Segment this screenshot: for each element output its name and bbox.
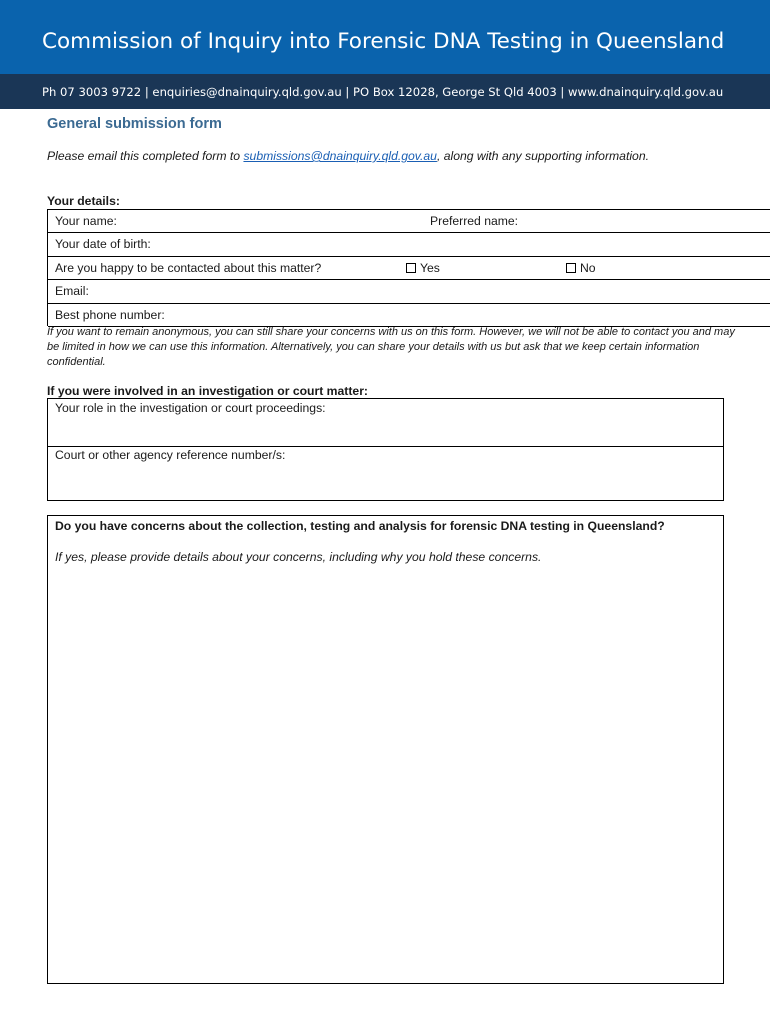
- phone-label: Best phone number:: [55, 308, 165, 322]
- role-label: Your role in the investigation or court proceedings:: [55, 401, 326, 415]
- yes-option[interactable]: [406, 261, 440, 275]
- intro-text: [47, 148, 687, 164]
- reference-label: Court or other agency reference number/s:: [55, 448, 286, 462]
- investigation-box: [47, 398, 724, 501]
- no-option[interactable]: [566, 261, 596, 275]
- preferred-name-label: Preferred name:: [430, 214, 519, 228]
- no-label: No: [580, 261, 596, 275]
- form-title: General submission form: [47, 116, 222, 132]
- details-table: [47, 209, 770, 326]
- no-checkbox[interactable]: [566, 263, 576, 273]
- contact-details: Ph 07 3003 9722 | enquiries@dnainquiry.qld.gov.au | PO Box 12028, George St Qld 4003 | www.dnainquiry.qld.gov.au: [42, 85, 724, 99]
- concerns-question: Do you have concerns about the collection, testing and analysis for forensic DNA testing in Queensland?: [55, 519, 665, 533]
- name-label: Your name:: [55, 214, 117, 228]
- investigation-heading: If you were involved in an investigation or court matter:: [47, 384, 368, 398]
- your-details-heading: Your details:: [47, 194, 120, 208]
- concerns-instruction: If yes, please provide details about your concerns, including why you hold these concerns.: [55, 550, 542, 564]
- investigation-divider: [48, 446, 723, 447]
- dob-row[interactable]: [48, 233, 770, 257]
- email-row[interactable]: [48, 280, 770, 304]
- email-label: Email:: [55, 284, 89, 298]
- anonymous-note: If you want to remain anonymous, you can still share your concerns with us on this form. However, we will not be able to contact you and may be limited in how we can use this information. Alternatively, you can share your details with us but ask that we keep certain information confidential.: [47, 326, 735, 369]
- page-title: Commission of Inquiry into Forensic DNA Testing in Queensland: [42, 29, 725, 54]
- name-row[interactable]: [48, 210, 770, 233]
- intro-text-start: Please email this completed form to: [47, 149, 244, 163]
- yes-checkbox[interactable]: [406, 263, 416, 273]
- yes-label: Yes: [420, 261, 440, 275]
- intro-text-end: , along with any supporting information.: [436, 149, 649, 163]
- contact-consent-question: Are you happy to be contacted about this matter?: [55, 261, 322, 275]
- contact-consent-row: [48, 257, 770, 280]
- dob-label: Your date of birth:: [55, 237, 151, 251]
- phone-row[interactable]: [48, 304, 770, 327]
- submission-email-link[interactable]: submissions@dnainquiry.qld.gov.au: [243, 149, 437, 163]
- concerns-box[interactable]: [47, 515, 724, 984]
